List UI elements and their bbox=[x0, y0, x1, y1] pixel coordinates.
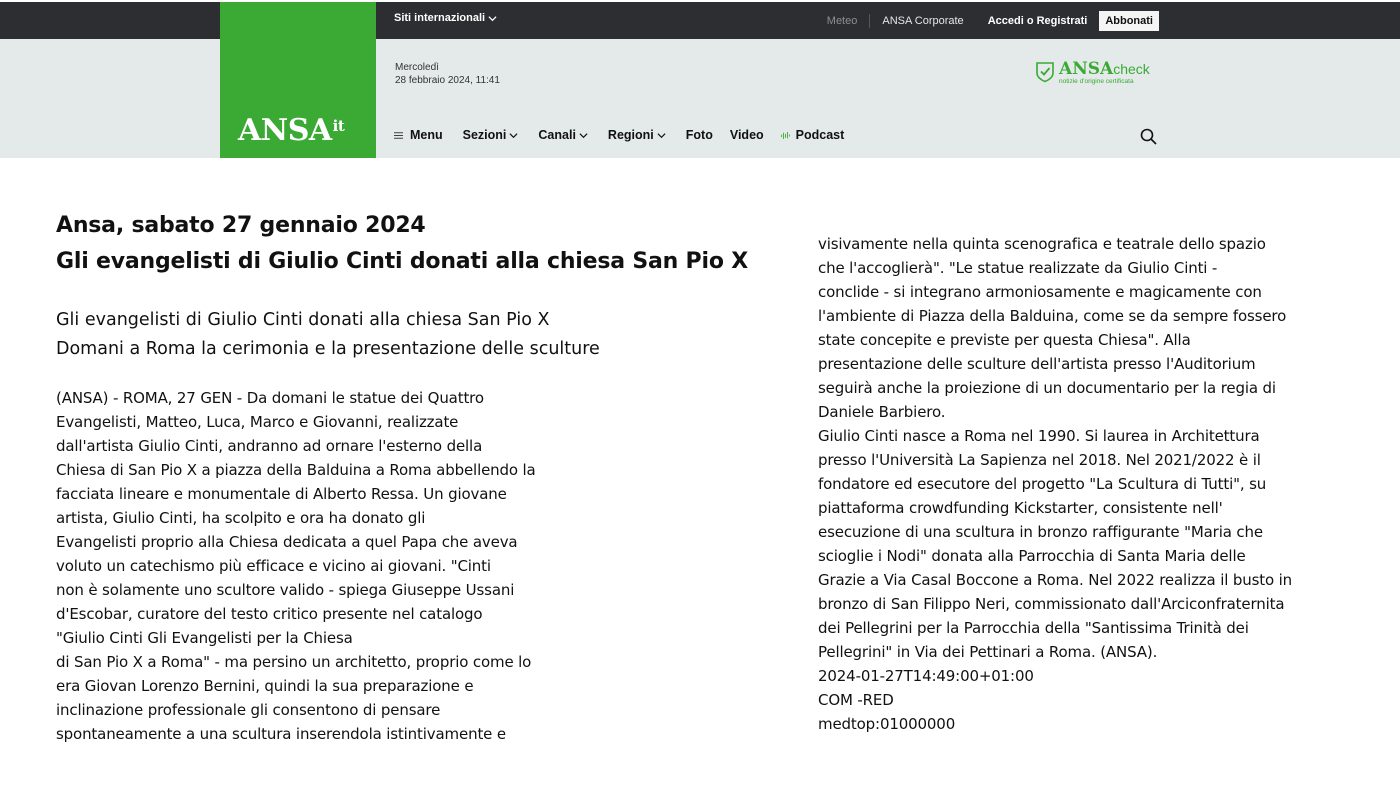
podcast-label: Podcast bbox=[795, 128, 845, 142]
nav-podcast[interactable] bbox=[781, 128, 845, 142]
article-body-column-1: (ANSA) - ROMA, 27 GEN - Da domani le statue dei Quattro Evangelisti, Matteo, Luca, Marco e Giovanni, realizzate dall'artista Giulio Cinti, andranno ad ornare l'esterno della Chiesa di San Pio X a piazza della Balduina a Roma abbellendo la facciata lineare e monumentale di Alberto Ressa. Un giovane artista, Giulio Cinti, ha scolpito e ora ha donato gli Evangelisti proprio alla Chiesa dedicata a quel Papa che aveva voluto un catechismo più efficace e vicino ai giovani. "Cinti non è solamente uno scultore valido - spiega Giuseppe Ussani d'Escobar, curatore del testo critico presente nel catalogo "Giulio Cinti Gli Evangelisti per la Chiesa di San Pio X a Roma" - ma persino un architetto, proprio come lo era Giovan Lorenzo Bernini, quindi la sua preparazione e inclinazione professionale gli consentono di pensare spontaneamente a una scultura inserendola istintivamente e bbox=[56, 389, 536, 743]
login-link[interactable]: Accedi o Registrati bbox=[987, 15, 1088, 27]
datetime: 28 febbraio 2024, 11:41 bbox=[395, 75, 500, 86]
subscribe-button[interactable]: Abbonati bbox=[1099, 11, 1159, 31]
chevron-down-icon bbox=[579, 131, 588, 140]
headline-date: Ansa, sabato 27 gennaio 2024 bbox=[56, 213, 426, 238]
subtitle-line-2: Domani a Roma la cerimonia e la presentazione delle sculture bbox=[56, 339, 600, 359]
top-bar bbox=[0, 2, 1400, 39]
weekday: Mercoledì bbox=[395, 62, 439, 73]
shield-check-icon bbox=[1035, 61, 1055, 83]
ansacheck-logo[interactable] bbox=[1035, 61, 1150, 86]
article-subtitle bbox=[56, 306, 796, 364]
ansa-corporate-link[interactable]: ANSA Corporate bbox=[882, 15, 964, 27]
international-sites-dropdown[interactable] bbox=[394, 12, 497, 24]
chevron-down-icon bbox=[488, 14, 497, 23]
current-date bbox=[395, 61, 500, 87]
article-body-column-2: visivamente nella quinta scenografica e teatrale dello spazio che l'accoglierà". "Le statue realizzate da Giulio Cinti - conclide - si integrano armoniosamente e magicamente con l'ambiente di Piazza della Balduina, come se da sempre fossero state concepite e previste per questa Chiesa". Alla presentazione delle sculture dell'artista presso l'Auditorium seguirà anche la proiezione di un documentario per la regia di Daniele Barbiero. Giulio Cinti nasce a Roma nel 1990. Si laurea in Architettura presso l'Università La Sapienza nel 2018. Nel 2021/2022 è il fondatore ed esecutore del progetto "La Scultura di Tutti", su piattaforma crowdfunding Kickstarter, consistente nell' esecuzione di una scultura in bronzo raffigurante "Maria che scioglie i Nodi" donata alla Parrocchia di Santa Maria delle Grazie a Via Casal Boccone a Roma. Nel 2022 realizza il busto in bronzo di San Filippo Neri, commissionato dall'Arciconfraternita dei Pellegrini per la Parrocchia della "Santissima Trinità dei Pellegrini" in Via dei Pettinari a Roma. (ANSA). 2024-01-27T14:49:00+01:00 COM -RED medtop:01000000 bbox=[818, 235, 1292, 733]
menu-button[interactable] bbox=[394, 128, 443, 142]
menu-label: Menu bbox=[410, 128, 443, 142]
nav-sections[interactable] bbox=[463, 128, 519, 142]
chevron-down-icon bbox=[657, 131, 666, 140]
article-headline bbox=[56, 208, 796, 280]
nav-video[interactable]: Video bbox=[729, 128, 764, 142]
sections-label: Sezioni bbox=[462, 128, 507, 142]
podcast-wave-icon bbox=[781, 131, 790, 140]
international-sites-label: Siti internazionali bbox=[394, 12, 486, 24]
regions-label: Regioni bbox=[607, 128, 654, 142]
hamburger-icon bbox=[394, 131, 403, 140]
nav-regions[interactable] bbox=[608, 128, 666, 142]
main-nav bbox=[394, 128, 864, 142]
channels-label: Canali bbox=[538, 128, 576, 142]
nav-photo[interactable]: Foto bbox=[685, 128, 713, 142]
headline-title: Gli evangelisti di Giulio Cinti donati alla chiesa San Pio X bbox=[56, 249, 748, 274]
top-links bbox=[815, 10, 1159, 32]
search-icon[interactable] bbox=[1140, 128, 1157, 145]
meteo-link[interactable]: Meteo bbox=[815, 14, 871, 28]
nav-channels[interactable] bbox=[538, 128, 588, 142]
chevron-down-icon bbox=[509, 131, 518, 140]
ansacheck-tagline: notizie d'origine certificata bbox=[1059, 78, 1134, 85]
ansacheck-wordmark: ANSAcheck bbox=[1059, 59, 1150, 79]
subtitle-line-1: Gli evangelisti di Giulio Cinti donati alla chiesa San Pio X bbox=[56, 310, 550, 330]
ansa-logo[interactable] bbox=[220, 2, 376, 158]
logo-text: $ANSA^{it}$ bbox=[238, 113, 345, 148]
